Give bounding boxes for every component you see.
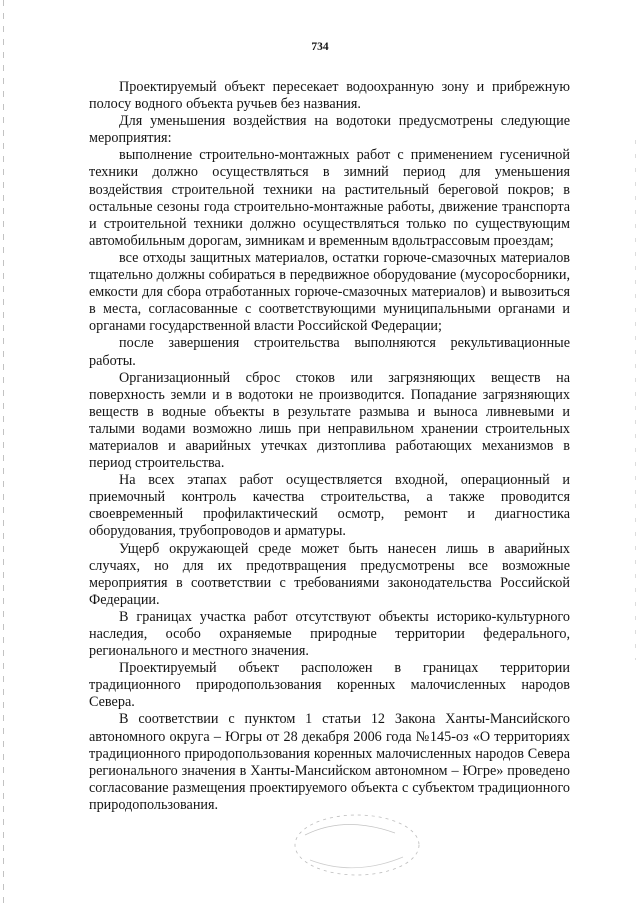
document-body — [89, 79, 570, 814]
paragraph-measures-intro: Для уменьшения воздействия на водотоки предусмотрены следующие мероприятия: — [89, 113, 570, 147]
paragraph-measure-construction-works: выполнение строительно-монтажных работ с применением гусеничной техники должно осуществляться в зимний период для уменьшения воздействия строительной техники на растительный береговой покров; в остальные сезоны года строительно-монтажные работы, движение транспорта и строительной техники должно осуществляться только по существующим автомобильным дорогам, зимникам и временным вдольтрассовым проездам; — [89, 147, 570, 249]
scan-edge-left — [3, 0, 4, 905]
faint-stamp-mark — [285, 805, 435, 885]
paragraph-watercourse-crossing: Проектируемый объект пересекает водоохранную зону и прибрежную полосу водного объекта ручьев без названия. — [89, 79, 570, 113]
paragraph-heritage-objects: В границах участка работ отсутствуют объекты историко-культурного наследия, особо охраняемые природные территории федерального, регионального и местного значения. — [89, 608, 570, 660]
scan-edge-right — [635, 140, 636, 660]
paragraph-measure-recultivation: после завершения строительства выполняются рекультивационные работы. — [89, 335, 570, 369]
page-number: 734 — [311, 41, 329, 53]
paragraph-environmental-damage: Ущерб окружающей среде может быть нанесен лишь в аварийных случаях, но для их предотвращения предусмотрены все возможные мероприятия в соответствии с требованиями законодательства Российской Федерации. — [89, 540, 570, 608]
paragraph-traditional-territory: Проектируемый объект расположен в границах территории традиционного природопользования коренных малочисленных народов Севера. — [89, 660, 570, 711]
paragraph-measure-waste-collection: все отходы защитных материалов, остатки горюче-смазочных материалов тщательно должны собираться в передвижное оборудование (мусоросборники, емкости для сбора отработанных горюче-смазочных материалов) и вывозиться в места, согласованные с соответствующими муниципальными органами и органами государственной власти Российской Федерации; — [89, 249, 570, 335]
paragraph-quality-control: На всех этапах работ осуществляется входной, операционный и приемочный контроль качества строительства, а также проводится своевременный профилактический осмотр, ремонт и диагностика оборудования, трубопроводов и арматуры. — [89, 472, 570, 540]
paragraph-law-reference: В соответствии с пунктом 1 статьи 12 Закона Ханты-Мансийского автономного округа – Югры от 28 декабря 2006 года №145-оз «О территориях традиционного природопользования коренных малочисленных народов Севера регионального значения в Ханты-Мансийском автономном – Югре» проведено согласование размещения проектируемого объекта с субъектом традиционного природопользования. — [89, 711, 570, 813]
paragraph-discharge: Организационный сброс стоков или загрязняющих веществ на поверхность земли и в водотоки не производится. Попадание загрязняющих веществ в водные объекты в результате размыва и выноса ливневыми и талыми водами возможно лишь при неправильном хранении строительных материалов и аварийных утечках дизтоплива работающих механизмов в период строительства. — [89, 369, 570, 472]
